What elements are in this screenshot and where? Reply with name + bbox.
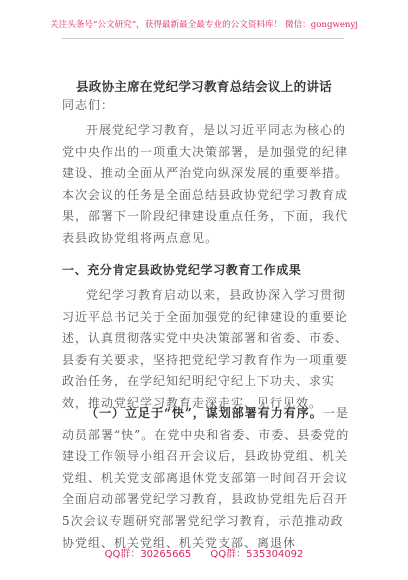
subsection-one-text: 一是动员部署“快”。在党中央和省委、市委、县委党的建设工作领导小组召开会议后，县政协党组、机关党组、机关党支部离退休党支部第一时间召开会议全面启动部署党纪学习教育，县政协党组先后召开5次会议专题研究部署党纪学习教育，示范推动政协党组、机关党组、机关党支部、离退休 xyxy=(62,406,350,550)
salutation: 同志们： xyxy=(62,98,115,112)
footer-qq-group-1: QQ群：30265665 xyxy=(104,549,192,560)
header-promo-note: 关注头条号“公文研究”，获得最新最全最专业的公文资料库！ 微信：gongwenyj xyxy=(50,20,358,30)
document-title: 县政协主席在党纪学习教育总结会议上的讲话 xyxy=(75,79,332,94)
section-one-heading: 一、充分肯定县政协党纪学习教育工作成果 xyxy=(62,263,302,277)
section-one-paragraph: 党纪学习教育启动以来，县政协深入学习贯彻习近平总书记关于全面加强党的纪律建设的重要论述，认真贯彻落实党中央决策部署和省委、市委、县委有关要求，坚持把党纪学习教育作为一项重要政治任务，在学纪知纪明纪守纪上下功夫、求实效，推动党纪学习教育走深走实、见行见效。 xyxy=(62,288,349,410)
intro-paragraph: 开展党纪学习教育，是以习近平同志为核心的党中央作出的一项重大决策部署，是加强党的纪律建设、推动全面从严治党向纵深发展的重要举措。本次会议的任务是全面总结县政协党纪学习教育成果，部署下一阶段纪律建设重点任务，下面，我代表县政协党组将两点意见。 xyxy=(62,123,349,245)
footer-qq-groups xyxy=(0,545,408,560)
footer-qq-group-2: QQ群：535304092 xyxy=(210,549,304,560)
subsection-one-paragraph xyxy=(62,403,352,554)
header-divider xyxy=(62,38,344,39)
subsection-one-lead: （一）立足于“快”，谋划部署有力有序。 xyxy=(86,406,323,420)
